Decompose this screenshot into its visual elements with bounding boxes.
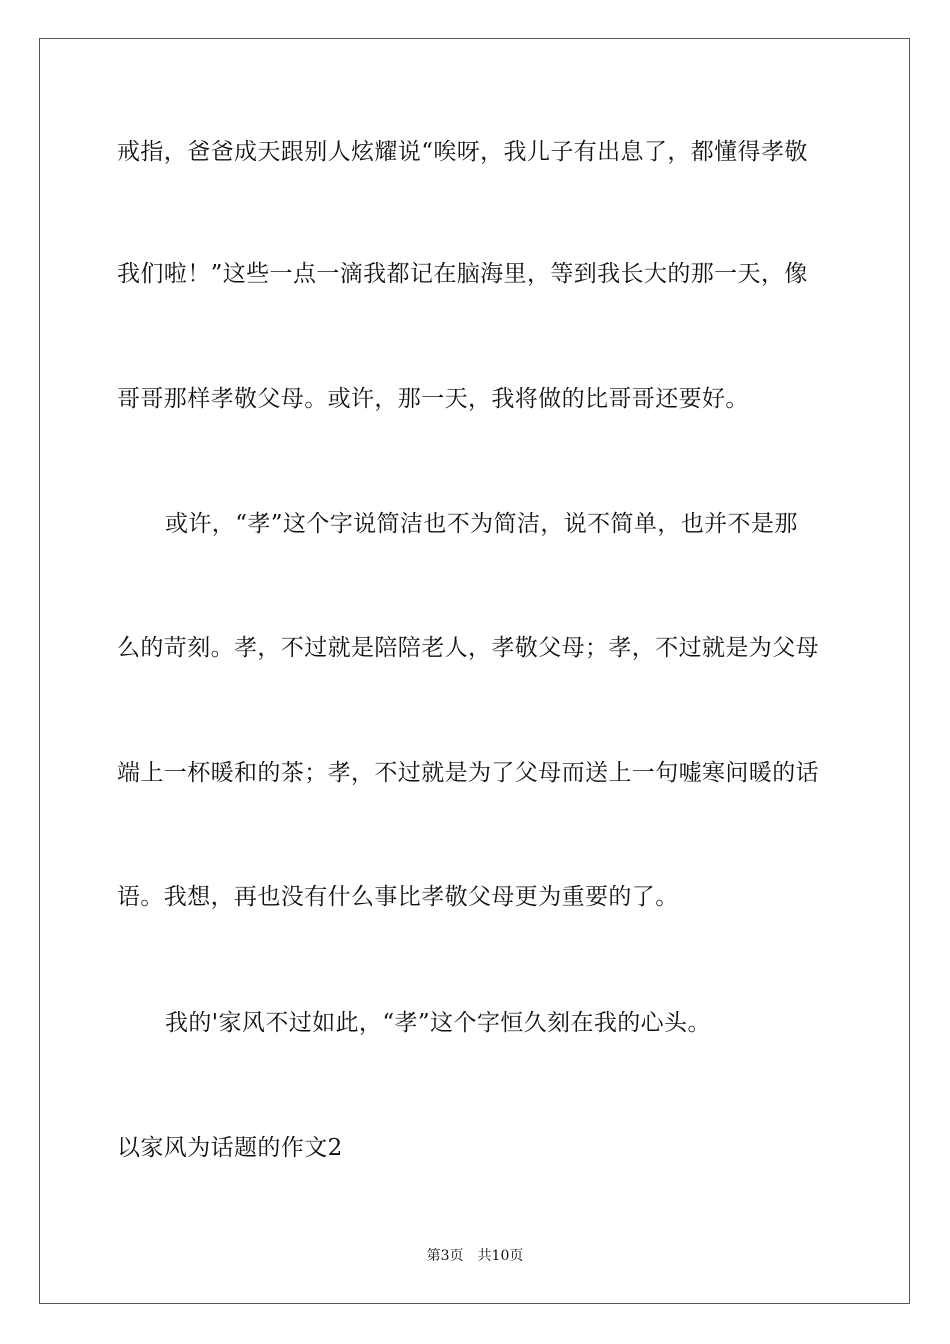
paragraph-first-line: 我的'家风不过如此，“孝”这个字恒久刻在我的心头。: [165, 1010, 711, 1036]
page-border: [39, 38, 910, 1304]
section-heading: 以家风为话题的作文2: [117, 1135, 343, 1161]
page-footer: [0, 1246, 950, 1266]
text-line: 端上一杯暖和的茶；孝，不过就是为了父母而送上一句嘘寒问暖的话: [117, 760, 819, 786]
text-line: 语。我想，再也没有什么事比孝敬父母更为重要的了。: [117, 884, 679, 910]
paragraph-first-line: 或许，“孝”这个字说简洁也不为简洁，说不简单，也并不是那: [165, 511, 798, 537]
page-number: 第3页: [426, 1248, 464, 1264]
text-line: 么的苛刻。孝，不过就是陪陪老人，孝敬父母；孝，不过就是为父母: [117, 635, 819, 661]
page-total: 共10页: [477, 1248, 524, 1264]
text-line: 哥哥那样孝敬父母。或许，那一天，我将做的比哥哥还要好。: [117, 386, 749, 412]
text-line: 我们啦！”这些一点一滴我都记在脑海里，等到我长大的那一天，像: [117, 261, 808, 287]
text-line: 戒指，爸爸成天跟别人炫耀说“唉呀，我儿子有出息了，都懂得孝敬: [117, 139, 808, 165]
